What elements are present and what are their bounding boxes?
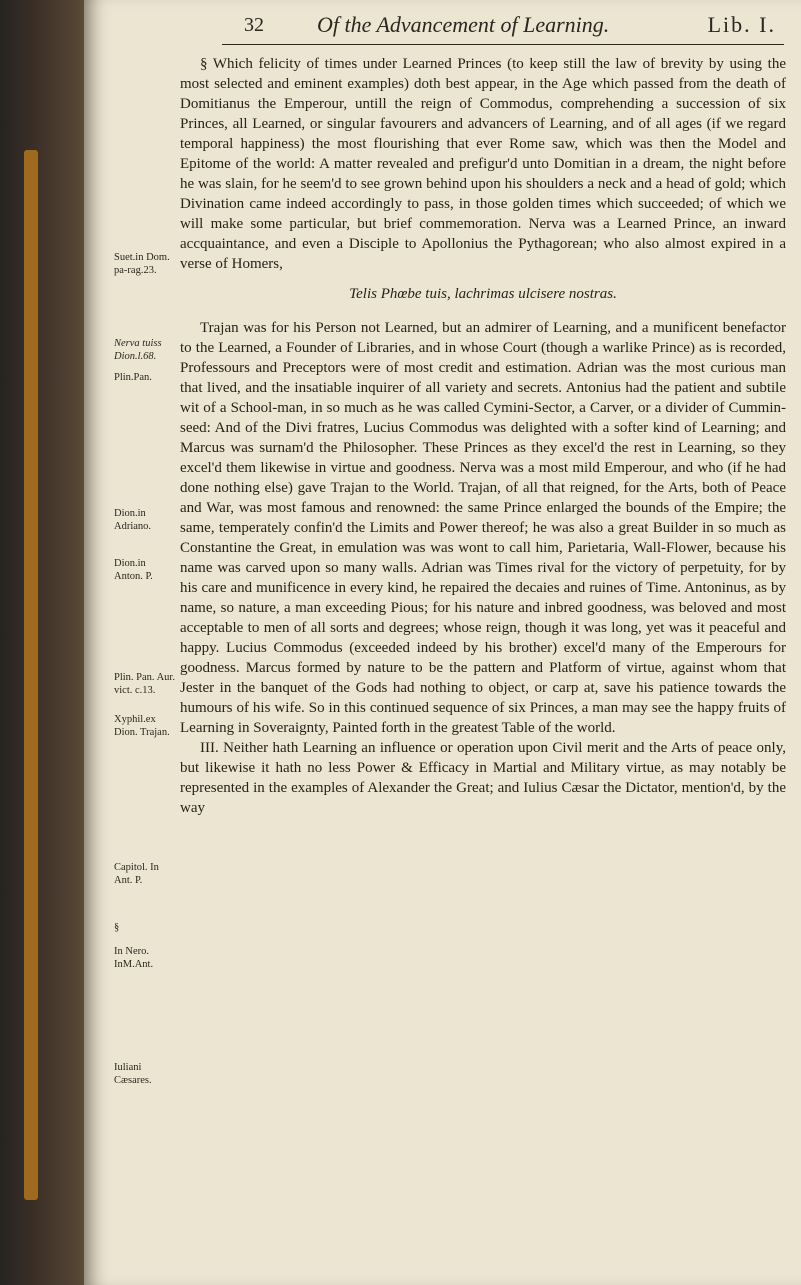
paragraph: § Which felicity of times under Learned Princes (to keep still the law of brevity by using the most selected and eminent examples) doth best appear, in the Age which passed from the death of Domitianus the Emperour, untill the reign of Commodus, comprehending a succession of six Princes, all Learned, or singular favourers and advancers of Learning, and of all ages (if we regard temporal happiness) the most flourishing that ever Rome saw, which was then the Model and Epitome of the world: A matter revealed and prefigur'd unto Domitian in a dream, the night before he was slain, for he seem'd to see grown behind upon his shoulders a neck and a head of gold; which Divination came indeed accordingly to pass, in those golden times which succeeded; of which we will make some particular, but brief commemoration. Nerva was a Learned Prince, an inward accquaintance, and even a Disciple to Apollonius the Pythagorean; who also almost expired in a verse of Homers, bbox=[180, 56, 786, 272]
margin-note: Dion.in Anton. P. bbox=[114, 558, 153, 582]
margin-note: In Nero. InM.Ant. bbox=[114, 946, 154, 970]
body-text bbox=[180, 54, 786, 818]
margin-note: Xyphil.ex Dion. Trajan. bbox=[114, 714, 170, 738]
book-label: Lib. I. bbox=[707, 12, 776, 37]
margin-note: Plin.Pan. bbox=[114, 372, 152, 383]
margin-note: Capitol. In Ant. P. bbox=[114, 862, 159, 886]
margin-note: Suet.in Dom. pa-rag.23. bbox=[114, 252, 170, 276]
margin-note: Dion.in Adriano. bbox=[114, 508, 152, 532]
binding-strip bbox=[24, 150, 38, 1200]
verse-quotation: Telis Phœbe tuis, lachrimas ulcisere nostras. bbox=[349, 286, 617, 302]
margin-note: Nerva tuiss Dion.l.68. bbox=[114, 338, 162, 362]
page-header bbox=[222, 6, 784, 45]
margin-note: Iuliani Cæsares. bbox=[114, 1062, 152, 1086]
margin-note: § bbox=[114, 922, 120, 933]
page-number: 32 bbox=[244, 14, 264, 36]
paragraph: III. Neither hath Learning an influence or operation upon Civil merit and the Arts of peace only, but likewise it hath no less Power & Efficacy in Martial and Military virtue, as may notably be represented in the examples of Alexander the Great; and Iulius Cæsar the Dictator, mention'd, by the way bbox=[180, 740, 786, 816]
running-title: Of the Advancement of Learning. bbox=[317, 12, 610, 37]
margin-note: Plin. Pan. Aur. vict. c.13. bbox=[114, 672, 175, 696]
paragraph: Trajan was for his Person not Learned, but an admirer of Learning, and a munificent benefactor to the Learned, a Founder of Libraries, and in whose Court (though a warlike Prince) as is recorded, Professours and Preceptors were of most credit and estimation. Adrian was the most curious man that lived, and the insatiable inquirer of all variety and secrets. Antonius had the patient and subtile wit of a School-man, in so much as he was called Cymini-Sector, a Carver, or a divider of Cummin-seed: And of the Divi fratres, Lucius Commodus was delighted with a softer kind of Learning; and Marcus was surnam'd the Philosopher. These Princes as they excel'd the rest in Learning, so they excel'd them likewise in virtue and goodness. Nerva was a most mild Emperour, and who (if he had done nothing else) gave Trajan to the World. Trajan, of all that reigned, for the Arts, both of Peace and War, was most famous and renowned: the same Prince enlarged the bounds of the Empire; the same, temperately confin'd the Limits and Power thereof; he was also a great Builder in so much as Constantine the Great, in emulation was was wont to call him, Parietaria, Wall-Flower, because his name was carved upon so many walls. Adrian was Times rival for the victory of perpetuity, for by his care and munificence in every kind, he repaired the decaies and ruines of Time. Antoninus, as by name, so nature, a man exceeding Pious; for his nature and inbred goodness, was beloved and most acceptable to men of all sorts and degrees; whose reign, though it was long, yet was it peaceful and happy. Lucius Commodus (exceeded indeed by his brother) excel'd many of the Emperours for goodness. Marcus formed by nature to be the pattern and Platform of virtue, against whom that Jester in the banquet of the Gods had nothing to object, or carp at, save his patience towards the humours of his wife. So in this continued sequence of six Princes, a man may see the happy fruits of Learning in Soveraignty, Painted forth in the greatest Table of the world. bbox=[180, 320, 786, 736]
